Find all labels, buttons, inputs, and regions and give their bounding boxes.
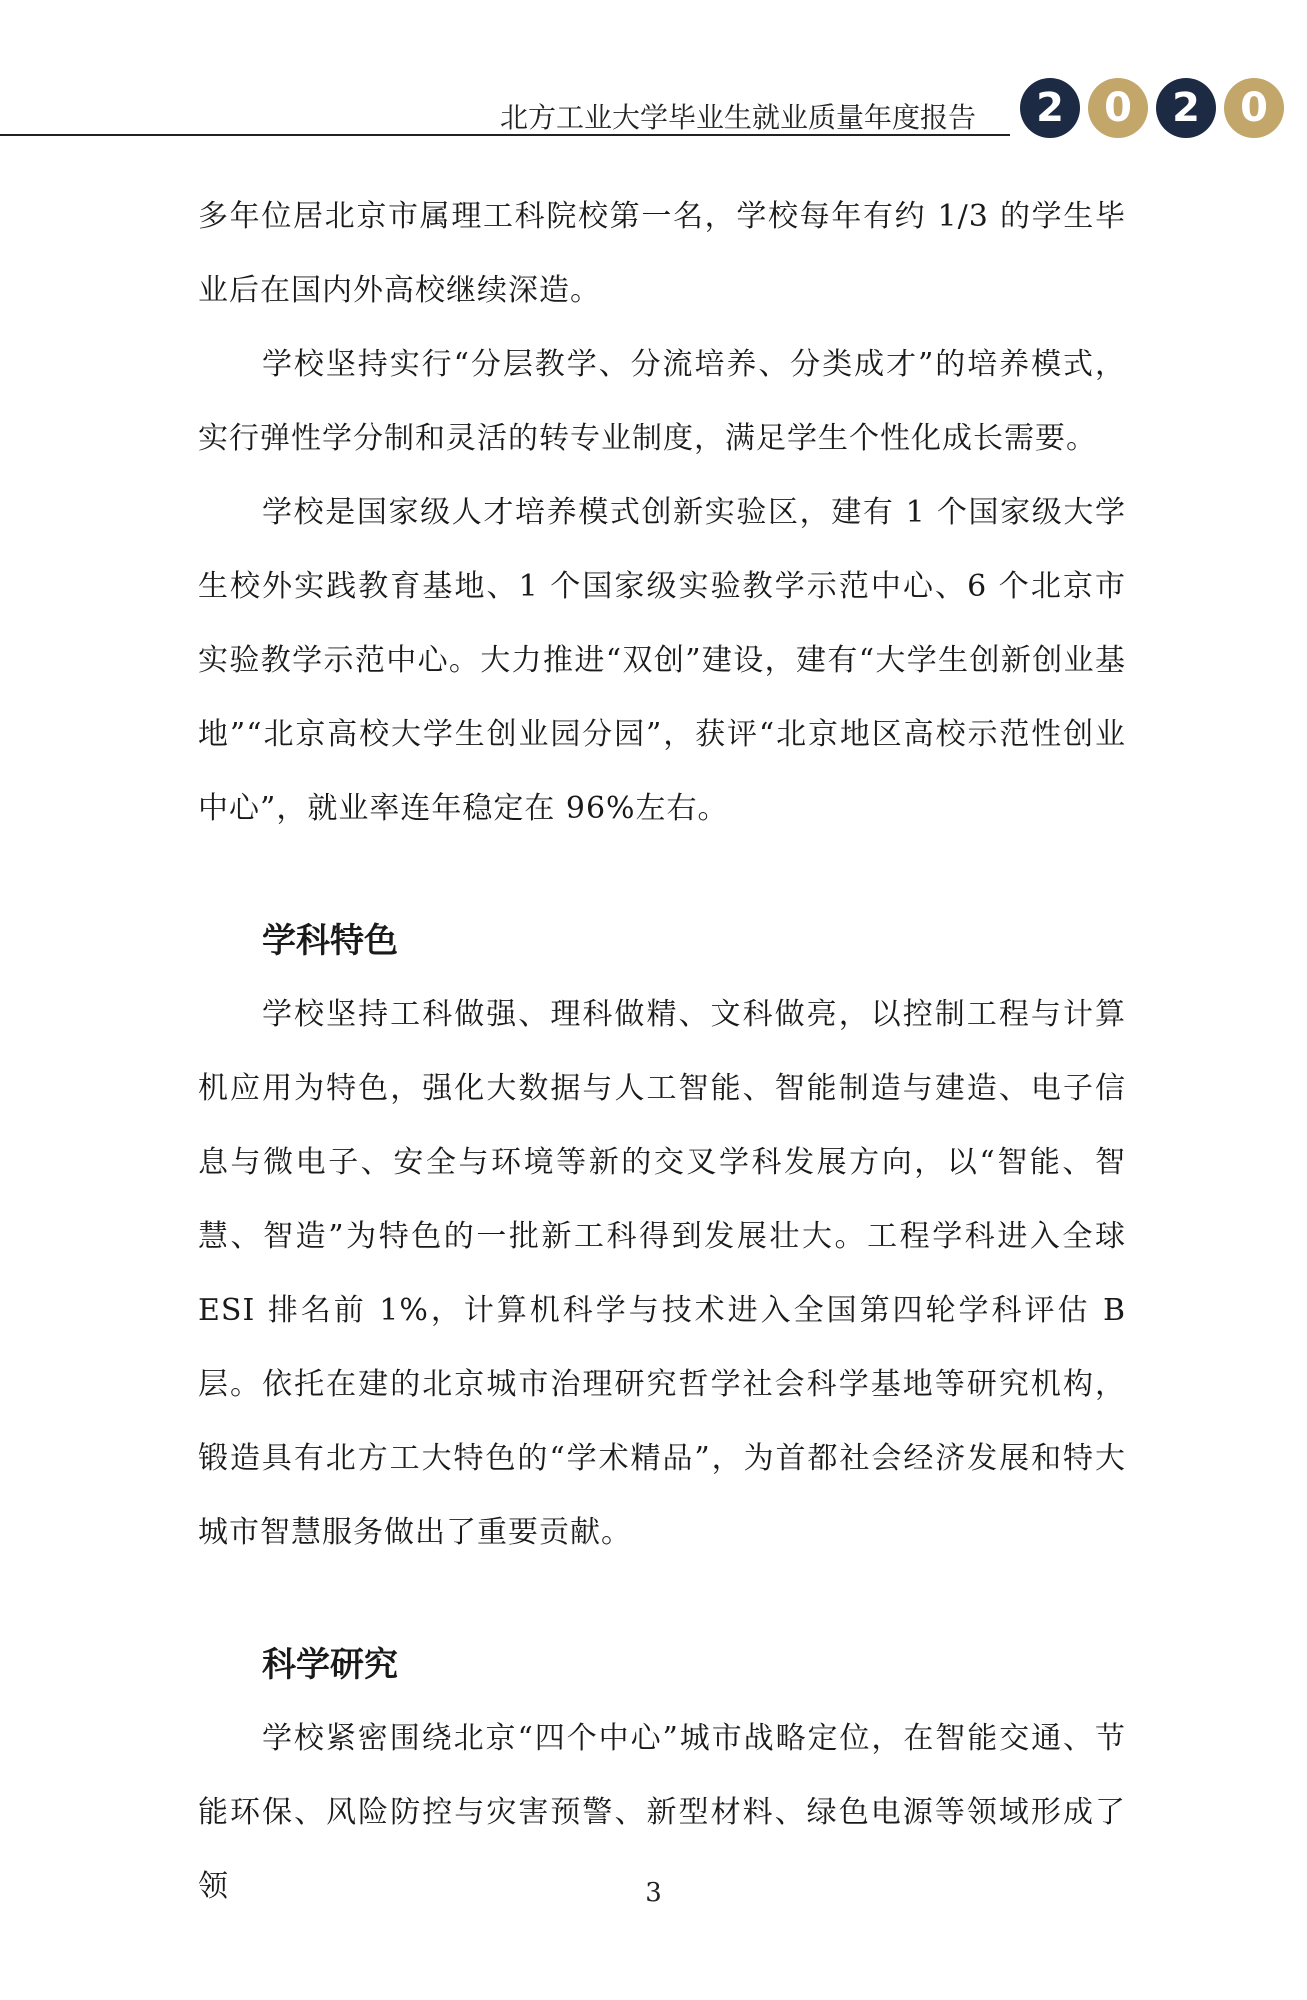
paragraph-disciplines: 学校坚持工科做强、理科做精、文科做亮，以控制工程与计算机应用为特色，强化大数据与人工智能、智能制造与建造、电子信息与微电子、安全与环境等新的交叉学科发展方向，以“智能、智慧、智造”为特色的一批新工科得到发展壮大。工程学科进入全球 ESI 排名前 1%，计算机科学与技术进入全国第四轮学科评估 B 层。依托在建的北京城市治理研究哲学社会科学基地等研究机构，锻造具有北方工大特色的“学术精品”，为首都社会经济发展和特大城市智慧服务做出了重要贡献。 [198,997,1126,1550]
paragraph-intro-continued: 多年位居北京市属理工科院校第一名，学校每年有约 1/3 的学生毕业后在国内外高校继续深造。 [198,199,1126,308]
year-digit: 2 [1020,78,1080,138]
section-heading-research: 科学研究 [262,1645,398,1685]
page-body [198,180,1126,1924]
paragraph-talent-training: 学校是国家级人才培养模式创新实验区，建有 1 个国家级大学生校外实践教育基地、1 个国家级实验教学示范中心、6 个北京市实验教学示范中心。大力推进“双创”建设，建有“大学生创新创业基地”“北京高校大学生创业园分园”，获评“北京地区高校示范性创业中心”，就业率连年稳定在 96%左右。 [198,495,1126,826]
paragraph-teaching-model: 学校坚持实行“分层教学、分流培养、分类成才”的培养模式，实行弹性学分制和灵活的转专业制度，满足学生个性化成长需要。 [198,347,1126,456]
year-digit: 2 [1156,78,1216,138]
report-title: 北方工业大学毕业生就业质量年度报告 [500,101,977,134]
header-divider [0,134,1010,136]
year-digit: 0 [1224,78,1284,138]
section-heading-disciplines: 学科特色 [262,921,398,961]
paragraph-research: 学校紧密围绕北京“四个中心”城市战略定位，在智能交通、节能环保、风险防控与灾害预警、新型材料、绿色电源等领域形成了领 [198,1721,1126,1904]
page-number: 3 [645,1878,662,1908]
year-badge [1020,78,1284,138]
year-digit: 0 [1088,78,1148,138]
